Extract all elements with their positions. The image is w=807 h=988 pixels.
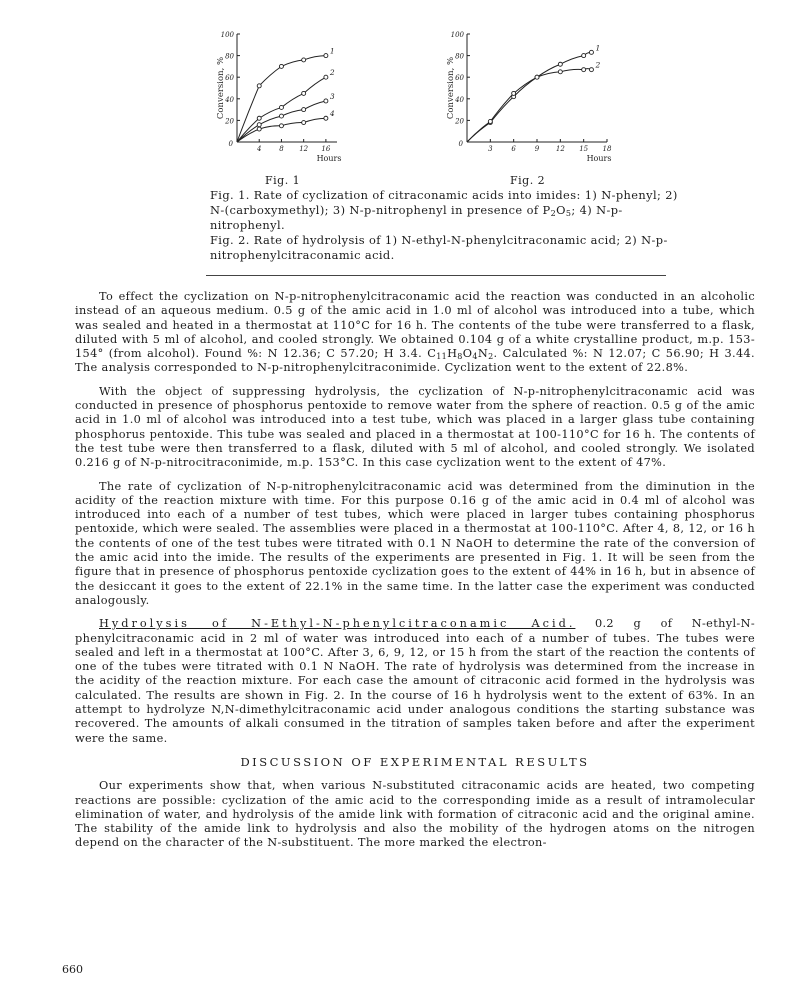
data-point [279,124,283,128]
x-tick-label: 12 [299,145,309,153]
y-tick-label: 40 [455,95,464,104]
data-point [324,54,328,58]
body-text [75,290,755,860]
data-point [558,62,562,66]
data-point [582,68,586,72]
paragraph-1: To effect the cyclization on N-p-nitrophenylcitraconamic acid the reaction was conducted in an alcoholic instead of an aqueous medium. 0.5 g of the amic acid in 1.0 ml of alcohol was introduced into a tube, which was sealed and heated in a thermostat at 110°C for 16 h. The contents of the tube were transferred to a flask, diluted with 5 ml of alcohol, and cooled strongly. We obtained 0.104 g of a white crystalline product, m.p. 153-154° (from alcohol). Found %: N 12.36; C 57.20; H 3.4. $C_{11}H_8O_4N_2$. Calculated %: N 12.07; C 56.90; H 3.44. The analysis corresponded to N-p-nitrophenylcitraconimide. Cyclization went to the extent of 22.8%. [75,290,755,375]
data-point [257,123,261,127]
data-point [589,68,593,72]
y-tick-label: 100 [220,31,234,39]
data-point [512,91,516,95]
paragraph-3: The rate of cyclization of N-p-nitrophenylcitraconamic acid was determined from the diminution in the acidity of the reaction mixture with time. For this purpose 0.16 g of the amic acid in 0.4 ml of alcohol was introduced into each of a number of test tubes, which were placed in larger tubes containing phosphorus pentoxide, which were sealed. The assemblies were placed in a thermostat at 100-110°C. After 4, 8, 12, or 16 h the contents of one of the test tubes were titrated with 0.1 N NaOH to determine the rate of the conversion of the amic acid into the imide. The results of the experiments are presented in Fig. 1. It will be seen from the figure that in presence of phosphorus pentoxide cyclization goes to the extent of 44% in 16 h, but in absence of the desiccant it goes to the extent of 22.1% in the same time. In the latter case the experiment was conducted analogously. [75,479,755,607]
figure-2 [445,20,620,174]
y-tick-label: 40 [225,95,234,104]
figure-2-label: Fig. 2 [510,174,546,187]
data-point [302,58,306,62]
x-tick-label: 18 [602,145,612,153]
y-tick-label: 20 [455,117,464,126]
series-label: 2 [329,68,335,78]
figure-2-chart [445,20,620,170]
y-axis-label: Conversion, % [446,56,456,120]
figure-1-chart [215,20,345,170]
caption-fig1: Fig. 1. Rate of cyclization of citraconamic acids into imides: 1) N-phenyl; 2) N-(carboxymethyl); 3) N-p-nitrophenyl in presence of $P_2O_5$; 4) N-p-nitrophenyl. [210,188,678,232]
x-tick-label: 9 [534,145,540,153]
data-point [302,121,306,125]
x-tick-label: 8 [279,145,284,153]
y-tick-label: 20 [225,117,234,126]
origin-label: 0 [458,140,463,148]
figure-1-label: Fig. 1 [265,174,301,187]
data-point [302,108,306,112]
x-axis-label: Hours [586,154,612,163]
data-point [302,91,306,95]
series-line [467,69,591,142]
y-tick-label: 80 [225,52,234,61]
data-point [279,105,283,109]
data-point [535,75,539,79]
hydrolysis-heading: Hydrolysis of N-Ethyl-N-phenylcitraconamic Acid. [99,617,576,631]
data-point [279,64,283,68]
origin-label: 0 [228,140,233,148]
section-title: DISCUSSION OF EXPERIMENTAL RESULTS [240,754,590,769]
data-point [589,50,593,54]
y-tick-label: 100 [450,31,464,39]
y-axis-label: Conversion, % [216,56,226,120]
data-point [324,116,328,120]
data-point [257,127,261,131]
data-point [324,75,328,79]
y-tick-label: 60 [455,74,464,83]
series-label: 1 [329,46,335,56]
x-tick-label: 4 [256,145,262,153]
page-number: 660 [62,963,83,976]
caption-fig2: Fig. 2. Rate of hydrolysis of 1) N-ethyl-N-phenylcitraconamic acid; 2) N-p-nitrophenylcitraconamic acid. [210,233,668,262]
figure-caption [210,188,680,263]
x-tick-label: 16 [321,145,331,153]
series-label: 4 [329,109,335,119]
paragraph-2: With the object of suppressing hydrolysis, the cyclization of N-p-nitrophenylcitraconamic acid was conducted in presence of phosphorus pentoxide to remove water from the sphere of reaction. 0.5 g of the amic acid in 1.0 ml of alcohol was introduced into a test tube, which was placed in a larger glass tube containing phosphorus pentoxide. This tube was sealed and placed in a thermostat at 100-110°C for 16 h. The contents of the test tube were then transferred to a flask, diluted with 5 ml of alcohol, and cooled strongly. We isolated 0.216 g of N-p-nitrocitraconimide, m.p. 153°C. In this case cyclization went to the extent of 47%. [75,384,755,470]
data-point [257,84,261,88]
x-tick-label: 12 [555,145,565,153]
y-tick-label: 60 [225,74,234,83]
data-point [582,54,586,58]
paragraph-4: Hydrolysis of N-Ethyl-N-phenylcitraconamic Acid. 0.2 g of N-ethyl-N-phenylcitraconamic acid in 2 ml of water was introduced into each of a number of tubes. The tubes were sealed and left in a thermostat at 100°C. After 3, 6, 9, 12, or 15 h from the start of the reaction the contents of one of the tubes were titrated with 0.1 N NaOH. The rate of hydrolysis was determined from the increase in the acidity of the reaction mixture. For each case the amount of citraconic acid formed in the hydrolysis was calculated. The results are shown in Fig. 2. In the course of 16 h hydrolysis went to the extent of 63%. In an attempt to hydrolyze N,N-dimethylcitraconamic acid under analogous conditions the starting substance was recovered. The amounts of alkali consumed in the titration of samples taken before and after the experiment were the same. [75,617,755,745]
data-point [324,99,328,103]
x-tick-label: 3 [488,145,493,153]
series-line [467,52,591,142]
x-axis-label: Hours [316,154,342,163]
series-label: 3 [329,91,335,101]
data-point [488,119,492,123]
x-tick-label: 15 [579,145,589,153]
series-label: 1 [595,43,601,53]
paragraph-5: Our experiments show that, when various N-substituted citraconamic acids are heated, two competing reactions are possible: cyclization of the amic acid to the corresponding imide as a result of intramolecular elimination of water, and hydrolysis of the amide link with formation of citraconic acid and the original amine. The stability of the amide link to hydrolysis and also the mobility of the hydrogen atoms on the nitrogen depend on the character of the N-substituent. The more marked the electron- [75,779,755,850]
series-label: 2 [595,60,601,70]
data-point [558,70,562,74]
caption-divider [206,275,666,276]
x-tick-label: 6 [511,145,516,153]
data-point [279,114,283,118]
y-tick-label: 80 [455,52,464,61]
data-point [257,116,261,120]
figure-1 [215,20,345,174]
